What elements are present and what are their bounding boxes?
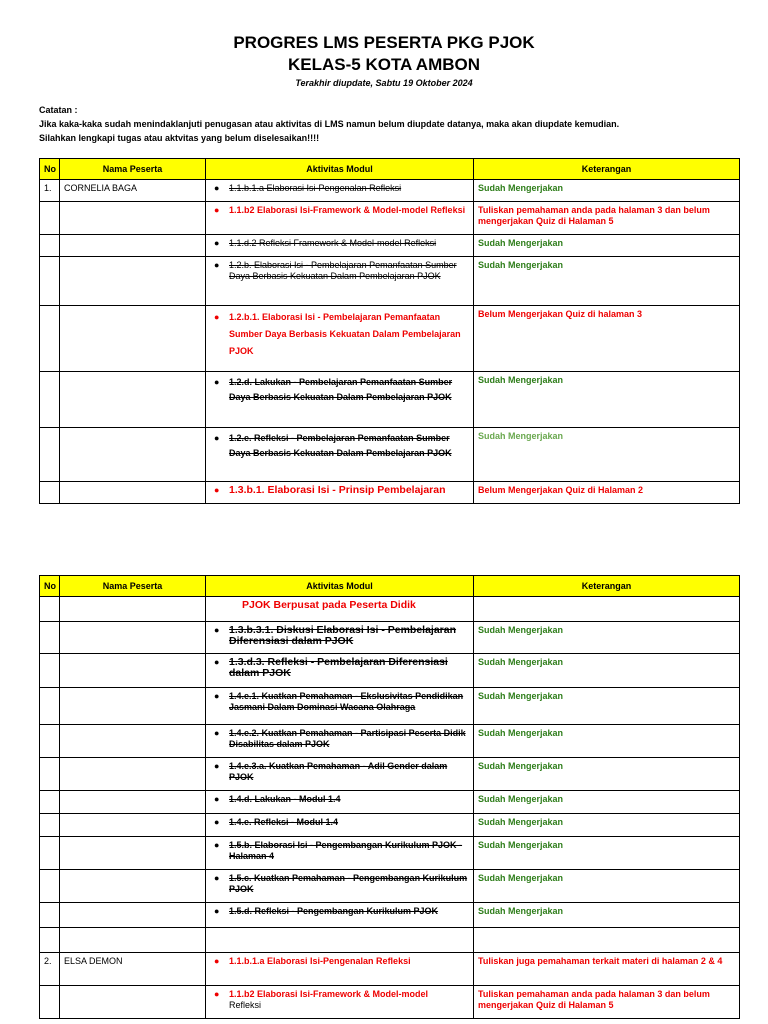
participant-name <box>60 986 206 1019</box>
table-row <box>40 837 740 870</box>
bullet-icon: ● <box>214 238 220 248</box>
note-cell: Sudah Mengerjakan <box>474 725 740 758</box>
activity-cell <box>206 903 474 928</box>
bullet-icon: ● <box>214 794 220 804</box>
table-row <box>40 725 740 758</box>
table-row <box>40 870 740 903</box>
notes-line-2: Silahkan lengkapi tugas atau aktvitas yang belum diselesaikan!!!! <box>39 133 320 143</box>
bullet-icon: ● <box>214 761 220 771</box>
activity-cell <box>206 837 474 870</box>
bullet-icon: ● <box>214 728 220 738</box>
participant-no <box>40 597 60 622</box>
activity-text: 1.2.b.1. Elaborasi Isi - Pembelajaran Pemanfaatan Sumber Daya Berbasis Kekuatan Dalam Pembelajaran PJOK <box>229 312 461 356</box>
activity-cell <box>206 257 474 306</box>
bullet-icon: ● <box>214 817 220 827</box>
participant-name <box>60 814 206 837</box>
table-header-row <box>40 576 740 597</box>
table-row <box>40 597 740 622</box>
activity-cell <box>206 235 474 257</box>
activity-text: 1.5.d. Refleksi - Pengembangan Kurikulum PJOK <box>229 906 439 916</box>
activity-cell <box>206 372 474 428</box>
participant-no: 1. <box>40 180 60 202</box>
participant-no <box>40 903 60 928</box>
table-row <box>40 903 740 928</box>
note-cell: Sudah Mengerjakan <box>474 758 740 791</box>
bullet-icon: ● <box>214 312 220 322</box>
activity-text: 1.4.e.1. Kuatkan Pemahaman - Ekslusivitas Pendidikan Jasmani Dalam Dominasi Wacana Olahraga <box>229 691 464 712</box>
activity-text: 1.1.b2 Elaborasi Isi-Framework & Model-model <box>229 989 429 999</box>
activity-text: 1.4.e.3.a. Kuatkan Pemahaman - Adil Gender dalam PJOK <box>229 761 448 782</box>
note-cell: Belum Mengerjakan Quiz di Halaman 2 <box>474 482 740 504</box>
table-row <box>40 428 740 482</box>
activity-cell <box>206 482 474 504</box>
participant-no: 2. <box>40 953 60 986</box>
participant-name <box>60 903 206 928</box>
activity-text: 1.5.b. Elaborasi Isi - Pengembangan Kurikulum PJOK - Halaman 4 <box>229 840 463 861</box>
note-cell: Sudah Mengerjakan <box>474 814 740 837</box>
participant-name: ELSA DEMON <box>60 953 206 986</box>
activity-text: 1.1.b.1.a Elaborasi Isi-Pengenalan Refleksi <box>229 183 402 193</box>
participant-name: CORNELIA BAGA <box>60 180 206 202</box>
note-cell: Tuliskan juga pemahaman terkait materi di halaman 2 & 4 <box>474 953 740 986</box>
participant-no <box>40 870 60 903</box>
participant-no <box>40 372 60 428</box>
activity-cell <box>206 180 474 202</box>
participant-name <box>60 306 206 372</box>
col-note: Keterangan <box>474 159 740 180</box>
activity-text: 1.4.d. Lakukan - Modul 1.4 <box>229 794 341 804</box>
activity-text: 1.1.b2 Elaborasi Isi-Framework & Model-model Refleksi <box>229 205 466 215</box>
table-row <box>40 688 740 725</box>
participant-no <box>40 235 60 257</box>
activity-cell <box>206 870 474 903</box>
participant-no <box>40 257 60 306</box>
bullet-icon: ● <box>214 260 220 270</box>
table-row <box>40 654 740 688</box>
activity-cell <box>206 654 474 688</box>
activity-cell <box>206 306 474 372</box>
participant-name <box>60 837 206 870</box>
note-cell: Sudah Mengerjakan <box>474 235 740 257</box>
participant-name <box>60 688 206 725</box>
activity-text: 1.5.c. Kuatkan Pemahaman - Pengembangan Kurikulum PJOK <box>229 873 468 894</box>
note-cell <box>474 597 740 622</box>
bullet-icon: ● <box>214 205 220 215</box>
note-cell: Sudah Mengerjakan <box>474 622 740 654</box>
progress-table-2 <box>39 575 740 1019</box>
participant-name <box>60 758 206 791</box>
participant-name <box>60 482 206 504</box>
participant-name <box>60 202 206 235</box>
participant-name <box>60 257 206 306</box>
participant-no <box>40 791 60 814</box>
table-row <box>40 235 740 257</box>
participant-name <box>60 928 206 953</box>
table-row <box>40 306 740 372</box>
table-row <box>40 791 740 814</box>
participant-no <box>40 428 60 482</box>
bullet-icon: ● <box>214 657 220 667</box>
table-row <box>40 202 740 235</box>
participant-name <box>60 725 206 758</box>
table-header-row <box>40 159 740 180</box>
page-title: PROGRES LMS PESERTA PKG PJOK <box>233 33 535 52</box>
notes-line-1: Jika kaka-kaka sudah menindaklanjuti penugasan atau aktivitas di LMS namun belum diupdate datanya, maka akan diupdate kemudian. <box>39 119 620 129</box>
bullet-icon: ● <box>214 485 220 495</box>
note-cell: Sudah Mengerjakan <box>474 257 740 306</box>
activity-text: 1.2.b. Elaborasi Isi - Pembelajaran Pemanfaatan Sumber Daya Berbasis Kekuatan Dalam Pembelajaran PJOK <box>229 260 457 281</box>
bullet-icon: ● <box>214 433 220 443</box>
activity-text: 1.1.b.1.a Elaborasi Isi-Pengenalan Refleksi <box>229 956 411 966</box>
bullet-icon: ● <box>214 989 220 999</box>
note-cell: Sudah Mengerjakan <box>474 837 740 870</box>
table-row <box>40 622 740 654</box>
activity-text: 1.3.b.3.1. Diskusi Elaborasi Isi - Pembelajaran Diferensiasi dalam PJOK <box>229 624 457 647</box>
col-activity: Aktivitas Modul <box>206 576 474 597</box>
last-updated: Terakhir diupdate, Sabtu 19 Oktober 2024 <box>295 78 473 88</box>
table-row <box>40 180 740 202</box>
participant-name <box>60 622 206 654</box>
activity-cell <box>206 597 474 622</box>
activity-text: 1.3.b.1. Elaborasi Isi - Prinsip Pembelajaran <box>229 484 446 496</box>
activity-text: 1.3.d.3. Refleksi - Pembelajaran Diferensiasi dalam PJOK <box>229 656 448 679</box>
activity-text: 1.4.e. Refleksi - Modul 1.4 <box>229 817 339 827</box>
bullet-icon: ● <box>214 840 220 850</box>
col-no: No <box>40 159 60 180</box>
note-cell: Sudah Mengerjakan <box>474 428 740 482</box>
activity-text-extra: Refleksi <box>229 1000 262 1010</box>
bullet-icon: ● <box>214 873 220 883</box>
table-row <box>40 257 740 306</box>
participant-name <box>60 597 206 622</box>
col-activity: Aktivitas Modul <box>206 159 474 180</box>
activity-text: PJOK Berpusat pada Peserta Didik <box>242 599 416 611</box>
activity-cell <box>206 791 474 814</box>
note-cell: Tuliskan pemahaman anda pada halaman 3 dan belum mengerjakan Quiz di Halaman 5 <box>474 202 740 235</box>
col-name: Nama Peserta <box>60 159 206 180</box>
table-row <box>40 482 740 504</box>
note-cell: Belum Mengerjakan Quiz di halaman 3 <box>474 306 740 372</box>
activity-text: 1.1.d.2 Refleksi Framework & Model-model Refleksi <box>229 238 437 248</box>
note-cell: Sudah Mengerjakan <box>474 903 740 928</box>
bullet-icon: ● <box>214 183 220 193</box>
table-row <box>40 372 740 428</box>
activity-cell <box>206 688 474 725</box>
activity-cell <box>206 814 474 837</box>
participant-no <box>40 688 60 725</box>
bullet-icon: ● <box>214 625 220 635</box>
participant-name <box>60 791 206 814</box>
notes-label: Catatan : <box>39 105 78 115</box>
activity-text: 1.4.e.2. Kuatkan Pemahaman - Partisipasi Peserta Didik Disabilitas dalam PJOK <box>229 728 466 749</box>
activity-cell <box>206 725 474 758</box>
participant-no <box>40 837 60 870</box>
participant-name <box>60 654 206 688</box>
participant-no <box>40 758 60 791</box>
activity-cell <box>206 428 474 482</box>
participant-no <box>40 654 60 688</box>
participant-name <box>60 428 206 482</box>
note-cell: Sudah Mengerjakan <box>474 180 740 202</box>
note-cell <box>474 928 740 953</box>
progress-table-1 <box>39 158 740 504</box>
note-cell: Sudah Mengerjakan <box>474 654 740 688</box>
activity-cell <box>206 758 474 791</box>
participant-no <box>40 482 60 504</box>
participant-no <box>40 725 60 758</box>
col-name: Nama Peserta <box>60 576 206 597</box>
participant-no <box>40 928 60 953</box>
table-row <box>40 953 740 986</box>
note-cell: Sudah Mengerjakan <box>474 870 740 903</box>
bullet-icon: ● <box>214 691 220 701</box>
activity-cell <box>206 202 474 235</box>
participant-no <box>40 306 60 372</box>
activity-text: 1.2.e. Refleksi - Pembelajaran Pemanfaatan Sumber Daya Berbasis Kekuatan Dalam Pembelajaran PJOK <box>229 433 452 458</box>
table-row <box>40 928 740 953</box>
table-row <box>40 814 740 837</box>
bullet-icon: ● <box>214 956 220 966</box>
table-row <box>40 758 740 791</box>
note-cell: Sudah Mengerjakan <box>474 791 740 814</box>
participant-no <box>40 986 60 1019</box>
participant-name <box>60 870 206 903</box>
note-cell: Sudah Mengerjakan <box>474 688 740 725</box>
bullet-icon: ● <box>214 906 220 916</box>
participant-no <box>40 202 60 235</box>
activity-cell <box>206 928 474 953</box>
col-no: No <box>40 576 60 597</box>
col-note: Keterangan <box>474 576 740 597</box>
participant-name <box>60 235 206 257</box>
activity-cell <box>206 986 474 1019</box>
bullet-icon: ● <box>214 377 220 387</box>
note-cell: Sudah Mengerjakan <box>474 372 740 428</box>
participant-no <box>40 622 60 654</box>
note-cell: Tuliskan pemahaman anda pada halaman 3 dan belum mengerjakan Quiz di Halaman 5 <box>474 986 740 1019</box>
page-subtitle: KELAS-5 KOTA AMBON <box>287 55 481 74</box>
notes <box>39 103 739 145</box>
table-row <box>40 986 740 1019</box>
activity-text: 1.2.d. Lakukan - Pembelajaran Pemanfaatan Sumber Daya Berbasis Kekuatan Dalam Pembelajaran PJOK <box>229 377 453 402</box>
participant-no <box>40 814 60 837</box>
activity-cell <box>206 622 474 654</box>
activity-cell <box>206 953 474 986</box>
participant-name <box>60 372 206 428</box>
